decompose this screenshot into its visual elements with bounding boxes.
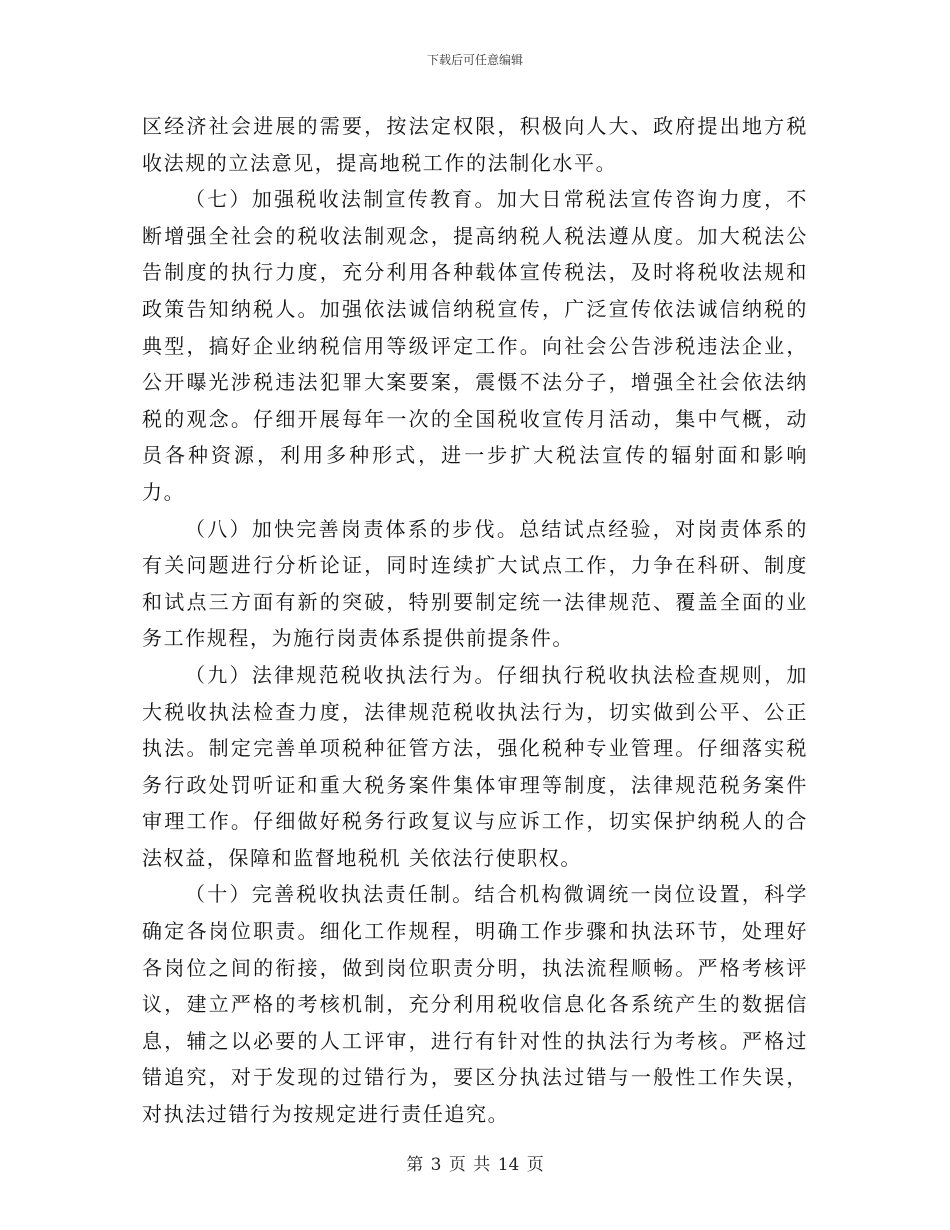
document-body xyxy=(142,108,808,1133)
paragraph-section-8: （八）加快完善岗责体系的步伐。总结试点经验，对岗责体系的有关问题进行分析论证，同时连续扩大试点工作，力争在科研、制度和试点三方面有新的突破，特别要制定统一法律规范、覆盖全面的业务工作规程，为施行岗责体系提供前提条件。 xyxy=(142,516,808,651)
paragraph-section-7: （七）加强税收法制宣传教育。加大日常税法宣传咨询力度，不断增强全社会的税收法制观念，提高纳税人税法遵从度。加大税法公告制度的执行力度，充分利用各种载体宣传税法，及时将税收法规和政策告知纳税人。加强依法诚信纳税宣传，广泛宣传依法诚信纳税的典型，搞好企业纳税信用等级评定工作。向社会公告涉税违法企业，公开曝光涉税违法犯罪大案要案，震慑不法分子，增强全社会依法纳税的观念。仔细开展每年一次的全国税收宣传月活动，集中气概，动员各种资源，利用多种形式，进一步扩大税法宣传的辐射面和影响力。 xyxy=(142,187,808,504)
page-number-footer: 第 3 页 共 14 页 xyxy=(406,1155,544,1175)
paragraph-section-9: （九）法律规范税收执法行为。仔细执行税收执法检查规则，加大税收执法检查力度，法律规范税收执法行为，切实做到公平、公正执法。制定完善单项税种征管方法，强化税种专业管理。仔细落实税务行政处罚听证和重大税务案件集体审理等制度，法律规范税务案件审理工作。仔细做好税务行政复议与应诉工作，切实保护纳税人的合法权益，保障和监督地税机 关依法行使职权。 xyxy=(142,662,808,870)
page-header: 下载后可任意编辑 xyxy=(426,53,523,67)
paragraph-continuation: 区经济社会进展的需要，按法定权限，积极向人大、政府提出地方税收法规的立法意见，提高地税工作的法制化水平。 xyxy=(142,114,808,175)
paragraph-section-10: （十）完善税收执法责任制。结合机构微调统一岗位设置，科学确定各岗位职责。细化工作规程，明确工作步骤和执法环节，处理好各岗位之间的衔接，做到岗位职责分明，执法流程顺畅。严格考核评议，建立严格的考核机制，充分利用税收信息化各系统产生的数据信息，辅之以必要的人工评审，进行有针对性的执法行为考核。严格过错追究，对于发现的过错行为，要区分执法过错与一般性工作失误，对执法过错行为按规定进行责任追究。 xyxy=(142,882,808,1127)
